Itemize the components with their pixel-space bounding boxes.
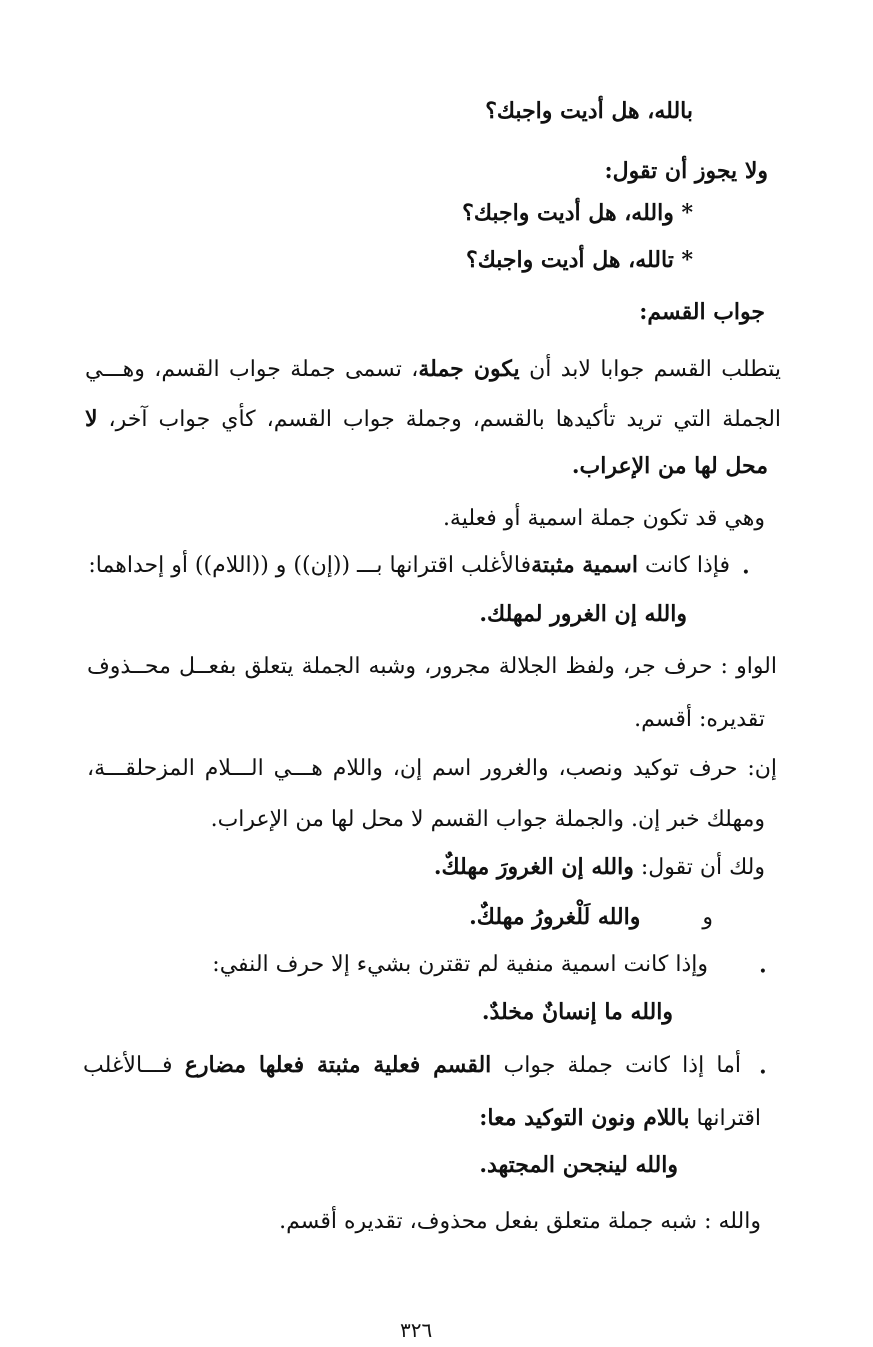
bullet-item bbox=[88, 548, 730, 583]
example-sentence: والله لينجحن المجتهد. bbox=[479, 1152, 678, 1178]
text-segment: الجملة التي تريد تأكيدها بالقسم، وجملة جواب القسم، كأي جواب آخر، bbox=[108, 407, 782, 432]
paragraph-line: ومهلك خبر إن. والجملة جواب القسم لا محل لها من الإعراب. bbox=[210, 807, 765, 832]
text-segment: ، تسمى جملة جواب القسم، وهـــي bbox=[85, 357, 419, 382]
text-segment: فإذا كانت bbox=[644, 553, 730, 578]
paragraph-line: الواو : حرف جر، ولفظ الجلالة مجرور، وشبه الجملة يتعلق بفعــل محــذوف bbox=[87, 654, 777, 679]
bullet-icon: • bbox=[758, 1065, 767, 1081]
paragraph-line bbox=[479, 1101, 761, 1136]
emphasis: اسمية منفية bbox=[505, 952, 617, 977]
emphasis: لا bbox=[85, 406, 98, 432]
page-number: ٣٢٦ bbox=[400, 1318, 433, 1342]
example-sentence: والله لَلْغرورُ مهلكٌ. bbox=[469, 904, 641, 930]
text-segment: فـــالأغلب bbox=[83, 1053, 173, 1078]
paragraph-line bbox=[85, 352, 781, 387]
emphasis: اسمية مثبتة bbox=[531, 552, 638, 578]
incorrect-example: * تالله، هل أديت واجبك؟ bbox=[466, 247, 693, 273]
bullet-icon: • bbox=[741, 565, 750, 581]
emphasis: القسم فعلية مثبتة فعلها مضارع bbox=[184, 1052, 492, 1078]
bullet-icon: • bbox=[758, 964, 767, 980]
text-segment: اقترانها bbox=[696, 1106, 761, 1131]
paragraph-line: والله : شبه جملة متعلق بفعل محذوف، تقديره أقسم. bbox=[279, 1209, 761, 1234]
emphasis: باللام ونون التوكيد معا: bbox=[479, 1105, 690, 1131]
section-heading: جواب القسم: bbox=[639, 299, 765, 325]
example-sentence: والله إن الغرورَ مهلكٌ. bbox=[433, 854, 634, 880]
incorrect-example: * والله، هل أديت واجبك؟ bbox=[462, 200, 693, 226]
text-segment: فالأغلب اقترانها بـــ ((إن)) و ((اللام)) أو إحداهما: bbox=[88, 553, 532, 578]
paragraph-line bbox=[85, 402, 781, 437]
paragraph-line bbox=[434, 850, 765, 885]
paragraph-line: تقديره: أقسم. bbox=[634, 707, 765, 732]
text-line: ولا يجوز أن تقول: bbox=[604, 158, 768, 184]
paragraph-line: إن: حرف توكيد ونصب، والغرور اسم إن، واللام هـــي الـــلام المزحلقـــة، bbox=[87, 756, 777, 781]
example-sentence: والله إن الغرور لمهلك. bbox=[479, 601, 687, 627]
emphasis: يكون جملة bbox=[418, 356, 520, 382]
bullet-item bbox=[83, 1048, 741, 1083]
text-segment: ولك أن تقول: bbox=[640, 855, 765, 880]
text-segment: يتطلب القسم جوابا لابد أن bbox=[529, 357, 781, 382]
example-sentence: والله ما إنسانٌ مخلدٌ. bbox=[481, 999, 673, 1025]
paragraph-line: محل لها من الإعراب. bbox=[571, 453, 768, 479]
text-segment: و bbox=[702, 905, 713, 930]
example-sentence: بالله، هل أديت واجبك؟ bbox=[485, 98, 693, 124]
bullet-item bbox=[212, 948, 708, 982]
text-segment: وإذا كانت bbox=[623, 952, 708, 977]
paragraph-line bbox=[469, 900, 713, 935]
text-segment: أما إذا كانت جملة جواب bbox=[503, 1053, 741, 1078]
paragraph-line: وهي قد تكون جملة اسمية أو فعلية. bbox=[442, 506, 765, 531]
text-segment: لم تقترن بشيء إلا حرف النفي: bbox=[212, 952, 499, 977]
